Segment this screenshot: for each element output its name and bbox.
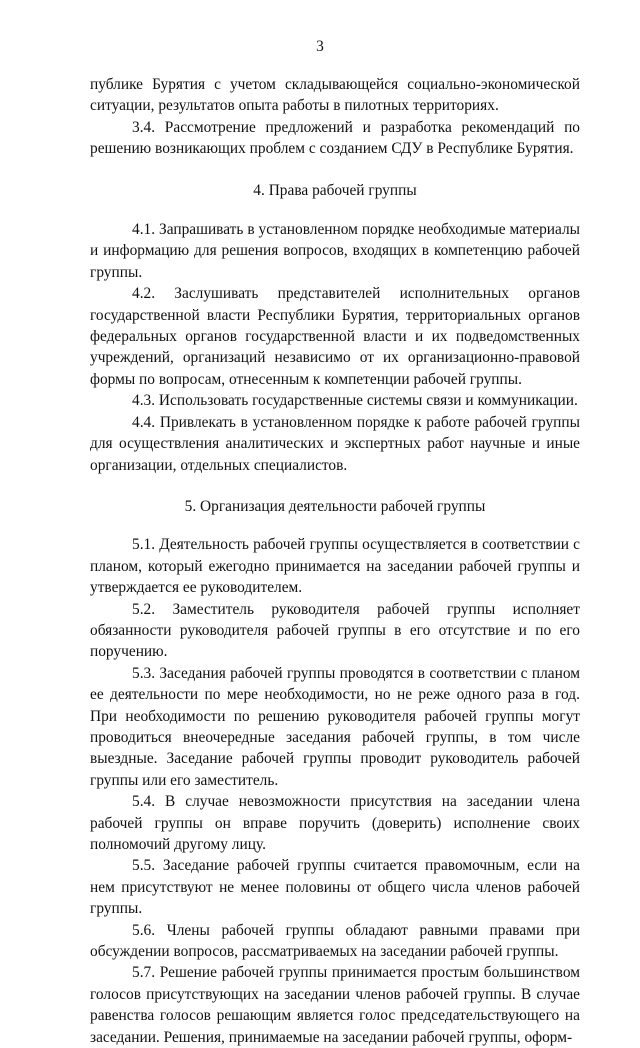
paragraph-5-3: 5.3. Заседания рабочей группы проводятся в соответствии с планом ее деятельности по мере необходимости, но не реже одного раза в год. При необходимости по решению руководителя рабочей группы могут проводиться внеочередные заседания рабочей группы, в том числе выездные. Заседание рабочей группы проводит руководитель рабочей группы или его заместитель.: [90, 664, 580, 789]
section-4-heading: 4. Права рабочей группы: [253, 181, 417, 199]
section-5-heading: 5. Организация деятельности рабочей группы: [184, 497, 486, 515]
paragraph-5-6: 5.6. Члены рабочей группы обладают равными правами при обсуждении вопросов, рассматриваемых на заседании рабочей группы.: [90, 921, 580, 961]
paragraph-5-1: 5.1. Деятельность рабочей группы осуществляется в соответствии с планом, который ежегодно принимается на заседании рабочей группы и утверждается ее руководителем.: [90, 536, 580, 597]
paragraph-4-4: 4.4. Привлекать в установленном порядке к работе рабочей группы для осуществления аналитических и экспертных работ научные и иные организации, отдельных специалистов.: [90, 413, 580, 474]
paragraph-4-1: 4.1. Запрашивать в установленном порядке необходимые материалы и информацию для решения вопросов, входящих в компетенцию рабочей группы.: [90, 221, 580, 281]
paragraph-5-5: 5.5. Заседание рабочей группы считается правомочным, если на нем присутствуют не менее половины от общего числа членов рабочей группы.: [90, 857, 580, 918]
paragraph-continuation: публике Бурятия с учетом складывающейся социально-экономической ситуации, результатов опыта работы в пилотных территориях.: [90, 76, 580, 115]
paragraph-5-7: 5.7. Решение рабочей группы принимается простым большинством голосов присутствующих на заседании членов рабочей группы. В случае равенства голосов решающим является голос председательствующего на заседании. Решения, принимаемые на заседании рабочей группы, оформ-: [90, 964, 580, 1046]
paragraph-5-4: 5.4. В случае невозможности присутствия на заседании члена рабочей группы он вправе поручить (доверить) исполнение своих полномочий другому лицу.: [90, 793, 580, 853]
paragraph-3-4: 3.4. Рассмотрение предложений и разработка рекомендаций по решению возникающих проблем с созданием СДУ в Республике Бурятия.: [90, 118, 580, 158]
document-body: [90, 74, 580, 1048]
paragraph-4-2: 4.2. Заслушивать представителей исполнительных органов государственной власти Республики Бурятия, территориальных органов федеральных органов государственной власти и их подведомственных учреждений, организаций независимо от их организационно-правовой формы по вопросам, отнесенным к компетенции рабочей группы.: [90, 285, 580, 388]
paragraph-5-2: 5.2. Заместитель руководителя рабочей группы исполняет обязанности руководителя рабочей группы в его отсутствие и по его поручению.: [90, 600, 580, 661]
paragraph-4-3: 4.3. Использовать государственные системы связи и коммуникации.: [132, 392, 578, 410]
page-number: 3: [316, 38, 324, 55]
